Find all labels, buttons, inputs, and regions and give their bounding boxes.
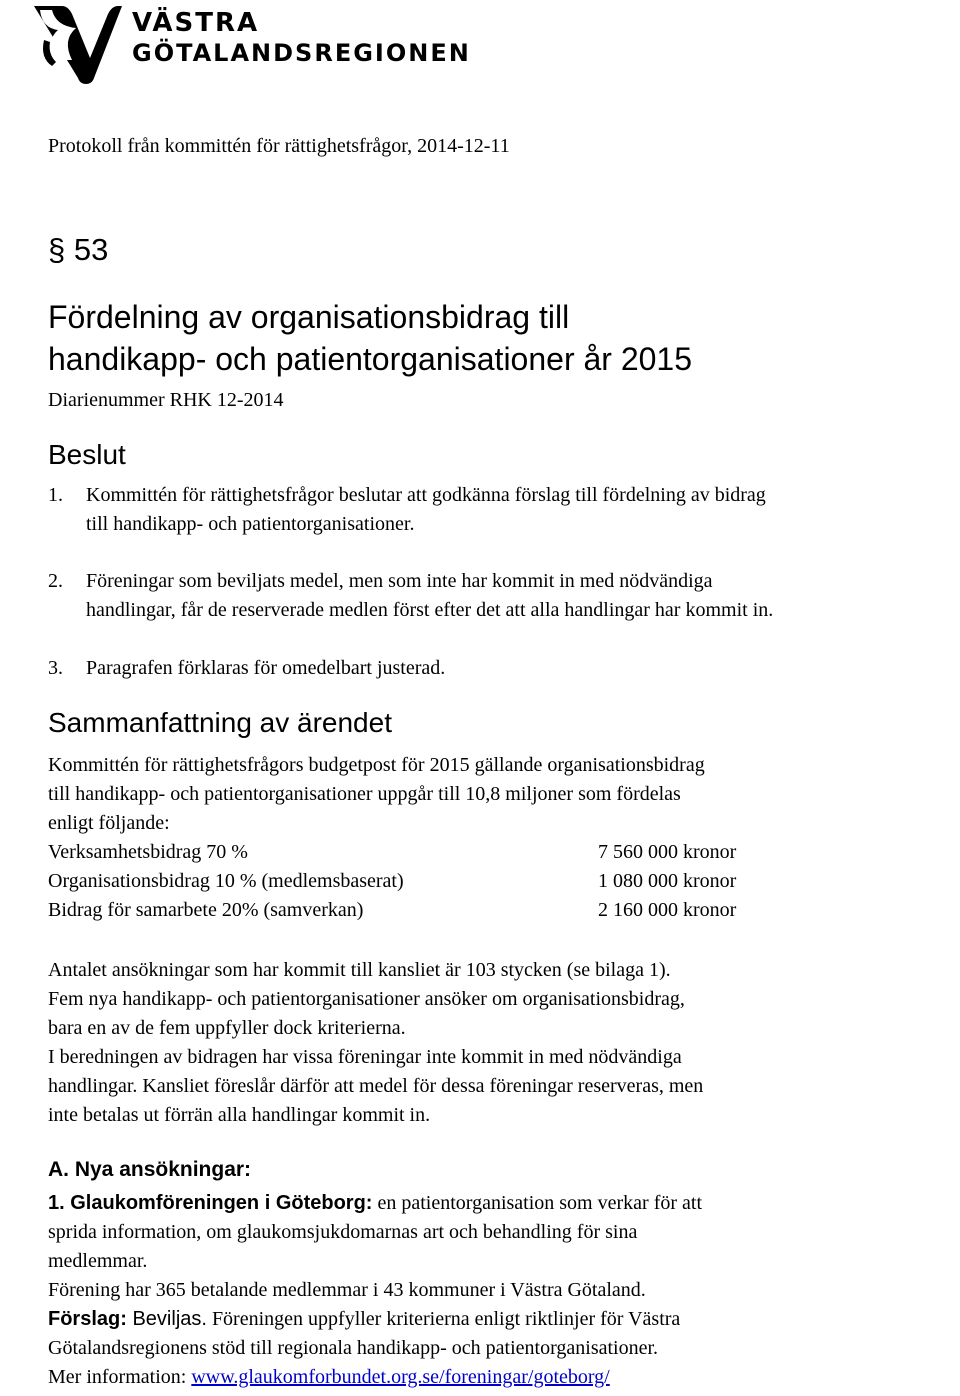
forslag-rest: Föreningen uppfyller kriterierna enligt riktlinjer för Västra <box>206 1308 681 1330</box>
application-line: sprida information, om glaukomsjukdomarnas art och behandling för sina <box>48 1221 638 1243</box>
intro-line: enligt följande: <box>48 812 170 834</box>
body-line: inte betalas ut förrän alla handlingar kommit in. <box>48 1104 431 1126</box>
application-item-1 <box>48 1189 702 1392</box>
body-line: handlingar. Kansliet föreslår därför att medel för dessa föreningar reserveras, men <box>48 1075 704 1097</box>
beslut-item-text-cont: handlingar, får de reserverade medlen först efter det att alla handlingar har kommit in. <box>86 599 774 621</box>
region-emblem-icon <box>32 0 124 86</box>
beslut-item-1 <box>48 481 766 539</box>
budget-amount: 2 160 000 kronor <box>598 899 737 921</box>
beslut-item-text-cont: till handikapp- och patientorganisationer. <box>86 513 415 535</box>
body-line: I beredningen av bidragen har vissa föreningar inte kommit in med nödvändiga <box>48 1046 682 1068</box>
beslut-item-text: Paragrafen förklaras för omedelbart justerad. <box>86 657 446 679</box>
budget-row <box>48 896 808 925</box>
budget-table <box>48 838 808 925</box>
application-line <box>48 1189 702 1218</box>
beslut-item-text: Föreningar som beviljats medel, men som inte har kommit in med nödvändiga <box>86 570 713 592</box>
forslag-label: Förslag: <box>48 1308 127 1330</box>
logo-line-2: GÖTALANDSREGIONEN <box>132 39 471 67</box>
logo-wordmark <box>132 8 471 68</box>
forslag-value: Beviljas. <box>126 1308 207 1330</box>
beslut-item-2 <box>48 567 773 625</box>
beslut-item-text: Kommittén för rättighetsfrågor beslutar att godkänna förslag till fördelning av bidrag <box>86 484 766 506</box>
vastra-gotalandsregionen-logo <box>32 0 471 90</box>
budget-row <box>48 867 808 896</box>
organization-link[interactable]: www.glaukomforbundet.org.se/foreningar/goteborg/ <box>191 1366 610 1388</box>
body-line: Antalet ansökningar som har kommit till kansliet är 103 stycken (se bilaga 1). <box>48 959 671 981</box>
beslut-item-number: 2. <box>48 570 63 592</box>
forslag-line <box>48 1305 702 1334</box>
budget-label: Bidrag för samarbete 20% (samverkan) <box>48 899 364 921</box>
paragraph-number: § 53 <box>48 232 109 267</box>
budget-amount: 1 080 000 kronor <box>598 870 737 892</box>
sammanfattning-body <box>48 956 703 1130</box>
budget-row <box>48 838 808 867</box>
beslut-item-3 <box>48 654 445 683</box>
title-line-1: Fördelning av organisationsbidrag till <box>48 299 570 335</box>
body-line: Fem nya handikapp- och patientorganisationer ansöker om organisationsbidrag, <box>48 988 685 1010</box>
more-info-line <box>48 1363 702 1392</box>
intro-line: Kommittén för rättighetsfrågors budgetpost för 2015 gällande organisationsbidrag <box>48 754 705 776</box>
forslag-line-cont: Götalandsregionens stöd till regionala handikapp- och patientorganisationer. <box>48 1337 659 1359</box>
protocol-line: Protokoll från kommittén för rättighetsfrågor, 2014-12-11 <box>48 135 510 157</box>
body-line: bara en av de fem uppfyller dock kriterierna. <box>48 1017 406 1039</box>
logo-line-1: VÄSTRA <box>132 8 260 38</box>
budget-amount: 7 560 000 kronor <box>598 841 737 863</box>
sammanfattning-intro <box>48 751 705 838</box>
organization-name: 1. Glaukomföreningen i Göteborg: <box>48 1192 373 1214</box>
page-title <box>48 296 692 380</box>
sammanfattning-heading: Sammanfattning av ärendet <box>48 707 392 738</box>
title-line-2: handikapp- och patientorganisationer år 2015 <box>48 341 693 377</box>
budget-label: Verksamhetsbidrag 70 % <box>48 841 248 863</box>
budget-label: Organisationsbidrag 10 % (medlemsbaserat) <box>48 870 404 892</box>
more-info-label: Mer information: <box>48 1366 192 1388</box>
members-line: Förening har 365 betalande medlemmar i 43 kommuner i Västra Götaland. <box>48 1279 646 1301</box>
beslut-heading: Beslut <box>48 439 126 470</box>
application-line: medlemmar. <box>48 1250 148 1272</box>
organization-description: en patientorganisation som verkar för att <box>372 1192 702 1214</box>
nya-ansokningar-heading: A. Nya ansökningar: <box>48 1158 252 1181</box>
beslut-item-number: 3. <box>48 657 63 679</box>
diarienummer: Diarienummer RHK 12-2014 <box>48 389 284 411</box>
beslut-item-number: 1. <box>48 484 63 506</box>
intro-line: till handikapp- och patientorganisationer uppgår till 10,8 miljoner som fördelas <box>48 783 681 805</box>
